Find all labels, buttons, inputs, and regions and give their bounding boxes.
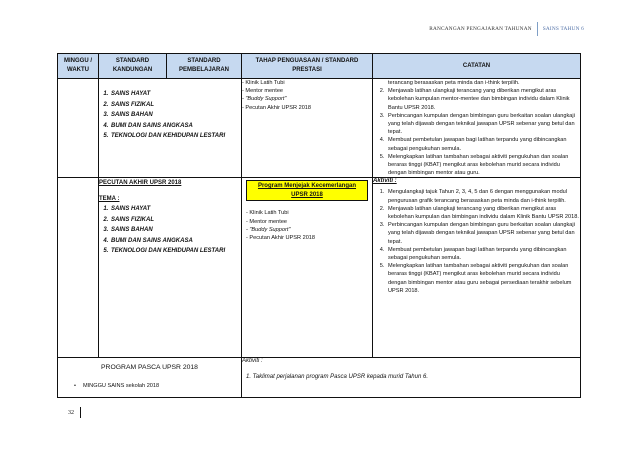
- strategy-item: - Klinik Latih Tubi: [242, 79, 372, 87]
- column-header-standard-pembelajaran: STANDARD PEMBELAJARAN: [167, 54, 242, 79]
- subject-item: 2. SAINS FIZIKAL: [110, 215, 241, 226]
- header-divider: [537, 22, 538, 36]
- week-bullet: • MINGGU SAINS sekolah 2018: [74, 383, 241, 389]
- page-number: 32: [68, 409, 74, 416]
- note-item: 2. Menjawab latihan ulangkaji terancang yang diberikan mengikut aras kebolehan kumpulan mentor-mentee dan bimbingan individu dalam Klinik Bantu UPSR 2018.: [386, 87, 580, 112]
- activity-cell: [242, 358, 581, 398]
- table-row: [58, 178, 581, 358]
- table-header-row: [58, 54, 581, 79]
- strategy-item: - "Buddy Support": [246, 226, 372, 234]
- page-footer: [68, 407, 81, 418]
- lesson-plan-table: [57, 53, 581, 398]
- notes-cell: [373, 79, 581, 178]
- note-item: 3. Perbincangan kumpulan dengan bimbingan guru berkaitan soalan ulangkaji yang telah dijawab dengan teknikal jawapan UPSR sebenar yang betul dan tepat.: [386, 221, 580, 246]
- subject-item: 2. SAINS FIZIKAL: [110, 100, 241, 111]
- strategy-item: - Klinik Latih Tubi: [246, 209, 372, 217]
- pecutan-heading: PECUTAN AKHIR UPSR 2018: [99, 180, 182, 187]
- program-cell: [58, 358, 242, 398]
- subject-item: 3. SAINS BAHAN: [110, 225, 241, 236]
- table-row: [58, 79, 581, 178]
- strategy-cell: [242, 79, 373, 178]
- subject-item: 5. TEKNOLOGI DAN KEHIDUPAN LESTARI: [110, 246, 241, 257]
- tema-label: TEMA :: [99, 196, 120, 203]
- strategy-item: - Mentor mentee: [242, 87, 372, 95]
- strategy-cell: [242, 178, 373, 358]
- subject-item: 5. TEKNOLOGI DAN KEHIDUPAN LESTARI: [110, 131, 241, 142]
- note-item: 5. Melengkapkan latihan tambahan sebagai aktiviti pengukuhan dan soalan beraras tinggi (KBAT) mengikut aras kebolehan murid secara individu dengan bimbingan mentor atau guru sebagai persediaan terakhir sebelum UPSR 2018.: [386, 262, 580, 295]
- subjects-cell: [99, 79, 242, 178]
- page-header: [429, 22, 584, 36]
- pasca-program-title: PROGRAM PASCA UPSR 2018: [101, 364, 198, 372]
- week-cell: [58, 79, 99, 178]
- footer-divider: [80, 407, 81, 418]
- strategy-item: - Mentor mentee: [246, 218, 372, 226]
- subject-item: 1. SAINS HAYAT: [110, 204, 241, 215]
- strategy-item: - "Buddy Support": [242, 95, 372, 103]
- subject-item: 4. BUMI DAN SAINS ANGKASA: [110, 121, 241, 132]
- column-header-standard-kandungan: STANDARD KANDUNGAN: [99, 54, 167, 79]
- aktiviti-label: Aktiviti :: [242, 358, 263, 365]
- note-item: 5. Melengkapkan latihan tambahan sebagai aktiviti pengukuhan dan soalan beraras tinggi (KBAT) mengikut aras kebolehan murid secara individu dengan bimbingan mentor atau guru.: [386, 153, 580, 178]
- week-cell: [58, 178, 99, 358]
- document-title: RANCANGAN PENGAJARAN TAHUNAN: [429, 26, 532, 32]
- column-header-tahap: TAHAP PENGUASAAN / STANDARD PRESTASI: [242, 54, 373, 79]
- subject-item: 3. SAINS BAHAN: [110, 110, 241, 121]
- subject-item: 1. SAINS HAYAT: [110, 89, 241, 100]
- notes-continuation: terancang berasaskan peta minda dan i-think terpilih.: [388, 80, 520, 86]
- subject-title: SAINS TAHUN 6: [542, 26, 584, 32]
- subject-item: 4. BUMI DAN SAINS ANGKASA: [110, 236, 241, 247]
- strategy-item: - Pecutan Akhir UPSR 2018: [246, 234, 372, 242]
- note-item: 3. Perbincangan kumpulan dengan bimbingan guru berkaitan soalan ulangkaji yang telah dijawab dengan teknikal jawapan UPSR sebenar yang betul dan tepat.: [386, 112, 580, 137]
- table-row: [58, 358, 581, 398]
- aktiviti-label: Aktiviti :: [373, 178, 397, 185]
- subjects-cell: [99, 178, 242, 358]
- note-item: 4. Membuat pembetulan jawapan bagi latihan terpandu yang dibincangkan sebagai pengukuhan semula.: [386, 246, 580, 262]
- program-badge: Program Menjejak Kecemerlangan UPSR 2018: [246, 180, 368, 201]
- strategy-item: - Pecutan Akhir UPSR 2018: [242, 104, 372, 112]
- column-header-catatan: CATATAN: [373, 54, 581, 79]
- notes-cell: [373, 178, 581, 358]
- activity-item: 1. Taklimat perjalanan program Pasca UPSR kepada murid Tahun 6.: [246, 374, 428, 381]
- column-header-minggu: MINGGU / WAKTU: [58, 54, 99, 79]
- note-item: 1. Mengulangkaji tajuk Tahun 2, 3, 4, 5 dan 6 dengan menggunakan modul pengurusan grafik terancang berasaskan peta minda dan i-think terpilih.: [386, 188, 580, 204]
- note-item: 2. Menjawab latihan ulangkaji terancang yang diberikan mengikut aras kebolehan kumpulan dan bimbingan individu dalam Klinik Bantu UPSR 2018.: [386, 205, 580, 221]
- note-item: 4. Membuat pembetulan jawapan bagi latihan terpandu yang dibincangkan sebagai pengukuhan semula.: [386, 136, 580, 152]
